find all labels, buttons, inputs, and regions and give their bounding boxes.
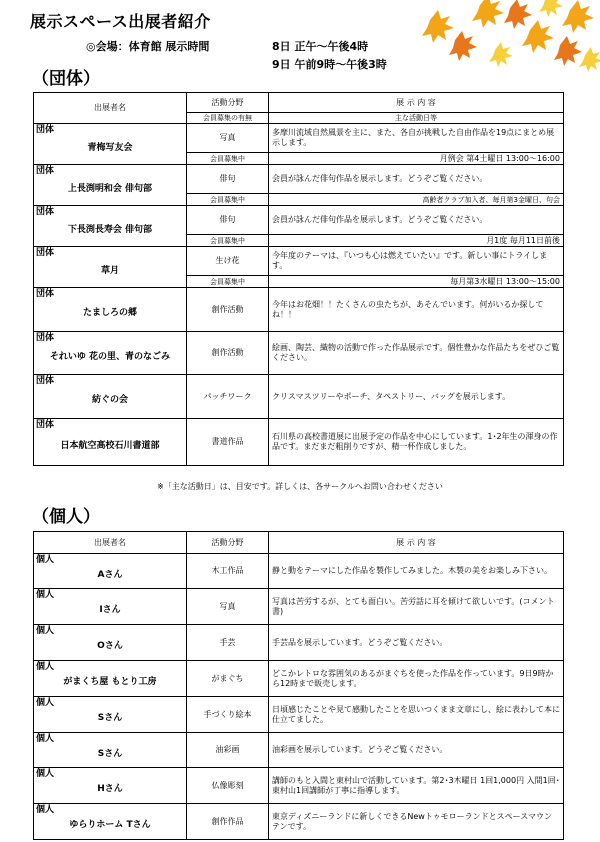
individual-tag: 個人 xyxy=(36,590,55,600)
group-name: 草月 xyxy=(100,265,119,276)
page-title: 展示スペース出展者紹介 xyxy=(30,12,211,31)
activity-day-note: ※「主な活動日」は、目安です。詳しくは、各サークルへお問い合わせください xyxy=(157,482,443,491)
individual-name: がまくち屋 もとり工房 xyxy=(63,677,157,687)
header-activity-field: 活動分野 xyxy=(187,93,269,113)
activity-field: 俳句 xyxy=(187,206,269,235)
member-recruit: 会員募集中 xyxy=(187,276,269,288)
individual-name-cell xyxy=(34,733,187,768)
individual-name: Hさん xyxy=(97,784,123,794)
header-activity-field: 活動分野 xyxy=(187,532,269,554)
individual-name: Sさん xyxy=(97,713,123,723)
exhibit-description: 日頃感じたことや見て感動したことを思いつくまま文章にし、絵に表わして本に仕立てました。 xyxy=(269,697,564,733)
group-name: それいゆ 花の里、青のなごみ xyxy=(49,351,171,362)
group-name-cell xyxy=(34,124,187,165)
individual-name-cell xyxy=(34,768,187,804)
individual-name: Aさん xyxy=(97,569,123,580)
individual-tag: 個人 xyxy=(36,626,55,636)
exhibit-description: 東京ディズニーランドに新しくできるNewトゥモローランドとスペースマウンテンです。 xyxy=(269,804,564,840)
exhibit-description: 会員が詠んだ俳句作品を展示します。どうぞご覧ください。 xyxy=(269,165,564,194)
activity-field: 書道作品 xyxy=(187,419,269,466)
group-name: たましろの郷 xyxy=(82,308,137,318)
header-exhibitor-name: 出展者名 xyxy=(34,532,187,554)
individual-name: Iさん xyxy=(99,605,121,615)
header-exhibit-content: 展 示 内 容 xyxy=(269,93,564,113)
activity-field: 手づくり絵本 xyxy=(187,697,269,733)
header-exhibit-content: 展 示 内 容 xyxy=(269,532,564,554)
exhibit-description: クリスマスツリーやポーチ、タペストリー、バッグを展示します。 xyxy=(269,375,564,419)
main-activity: 高齢者クラブ加入者、毎月第3金曜日、句会 xyxy=(269,194,564,206)
group-name-cell xyxy=(34,165,187,206)
group-name: 青梅写友会 xyxy=(87,142,133,153)
exhibit-description: 今年度のテーマは、『いつも心は燃えていたい』です。新しい事にトライします。 xyxy=(269,247,564,276)
group-tag: 団体 xyxy=(36,333,55,343)
activity-field: 創作活動 xyxy=(187,288,269,332)
individual-name: Oさん xyxy=(97,641,123,651)
header-exhibitor-name: 出展者名 xyxy=(34,93,187,124)
activity-field: 俳句 xyxy=(187,165,269,194)
member-recruit: 会員募集中 xyxy=(187,153,269,165)
activity-field: 手芸 xyxy=(187,625,269,661)
activity-field: 生け花 xyxy=(187,247,269,276)
exhibit-description: 手芸品を展示しています。どうぞご覧ください。 xyxy=(269,625,564,661)
group-name-cell xyxy=(34,332,187,375)
main-activity: 毎月第3水曜日 13:00～15:00 xyxy=(269,276,564,288)
individual-name-cell xyxy=(34,804,187,840)
venue-label: ◎会場：体育館 展示時間 xyxy=(86,40,210,53)
exhibit-time-day9: 9日 午前9時～午後3時 xyxy=(272,58,387,71)
individual-tag: 個人 xyxy=(36,698,55,708)
individual-tag: 個人 xyxy=(36,734,55,744)
individual-name: Sさん xyxy=(97,748,123,759)
individual-tag: 個人 xyxy=(36,662,55,672)
main-activity: 月例会 第4土曜日 13:00～16:00 xyxy=(269,153,564,165)
group-name-cell xyxy=(34,375,187,419)
individual-tag: 個人 xyxy=(36,769,55,779)
exhibit-description: どこかレトロな雰囲気のあるがまぐちを使った作品を作っています。9日9時から12時まで販売します。 xyxy=(269,661,564,697)
activity-field: 創作作品 xyxy=(187,804,269,840)
header-main-activity: 主な活動日等 xyxy=(269,113,564,124)
activity-field: パッチワーク xyxy=(187,375,269,419)
group-name-cell xyxy=(34,247,187,288)
group-name: 下長渕長寿会 俳句部 xyxy=(67,224,153,235)
exhibit-description: 石川県の高校書道展に出展予定の作品を中心にしています。1･2年生の渾身の作品です。まだまだ粗削りですが、精一杯作成しました。 xyxy=(269,419,564,466)
individual-name-cell xyxy=(34,625,187,661)
exhibit-description: 多摩川流域自然風景を主に、また、各自が挑戦した自由作品を19点にまとめ展示します。 xyxy=(269,124,564,153)
individual-name-cell xyxy=(34,589,187,625)
group-name-cell xyxy=(34,419,187,466)
group-exhibitor-table xyxy=(33,92,564,466)
activity-field: 写真 xyxy=(187,589,269,625)
individual-exhibitor-table xyxy=(33,531,564,840)
exhibit-description: 講師のもと入間と東村山で活動しています。第2･3木曜日 1回1,000円 入間1回･東村山1回講師が丁寧に指導します。 xyxy=(269,768,564,804)
activity-field: 写真 xyxy=(187,124,269,153)
activity-field: がまぐち xyxy=(187,661,269,697)
group-tag: 団体 xyxy=(36,166,55,176)
autumn-leaves-decoration xyxy=(410,0,600,80)
group-section-title: （団体） xyxy=(32,69,100,89)
individual-name-cell xyxy=(34,661,187,697)
group-name: 日本航空高校石川書道部 xyxy=(60,440,160,451)
exhibit-description: 静と動をテーマにした作品を製作してみました。木製の美をお楽しみ下さい。 xyxy=(269,554,564,589)
individual-name: ゆらりホーム Tさん xyxy=(69,820,151,830)
individual-name-cell xyxy=(34,554,187,589)
group-tag: 団体 xyxy=(36,376,55,386)
exhibit-description: 絵画、陶芸、織物の活動で作った作品展示です。個性豊かな作品たちをぜひご覧ください。 xyxy=(269,332,564,375)
individual-section-title: （個人） xyxy=(32,507,100,527)
activity-field: 仏像彫刻 xyxy=(187,768,269,804)
individual-tag: 個人 xyxy=(36,805,55,815)
individual-tag: 個人 xyxy=(36,555,55,565)
group-tag: 団体 xyxy=(36,207,55,217)
group-tag: 団体 xyxy=(36,420,55,430)
individual-name-cell xyxy=(34,697,187,733)
group-name: 紡ぐの会 xyxy=(91,395,128,405)
group-tag: 団体 xyxy=(36,248,55,258)
group-name-cell xyxy=(34,206,187,247)
activity-field: 木工作品 xyxy=(187,554,269,589)
exhibit-description: 会員が詠んだ俳句作品を展示します。どうぞご覧ください。 xyxy=(269,206,564,235)
group-name-cell xyxy=(34,288,187,332)
member-recruit: 会員募集中 xyxy=(187,194,269,206)
group-tag: 団体 xyxy=(36,289,55,299)
exhibit-description: 油彩画を展示しています。どうぞご覧ください。 xyxy=(269,733,564,768)
activity-field: 油彩画 xyxy=(187,733,269,768)
activity-field: 創作活動 xyxy=(187,332,269,375)
group-tag: 団体 xyxy=(36,125,55,135)
exhibit-description: 今年はお花畑！！たくさんの虫たちが、あそんでいます。何がいるか探してね！！ xyxy=(269,288,564,332)
group-name: 上長渕明和会 俳句部 xyxy=(67,183,153,194)
exhibit-time-day8: 8日 正午～午後4時 xyxy=(272,40,369,53)
exhibit-description: 写真は苦労するが、とても面白い。苦労話に耳を傾けて欲しいです。(コメント書) xyxy=(269,589,564,625)
member-recruit: 会員募集中 xyxy=(187,235,269,247)
main-activity: 月1度 毎月11日前後 xyxy=(269,235,564,247)
header-member-recruit: 会員募集の有無 xyxy=(187,113,269,124)
